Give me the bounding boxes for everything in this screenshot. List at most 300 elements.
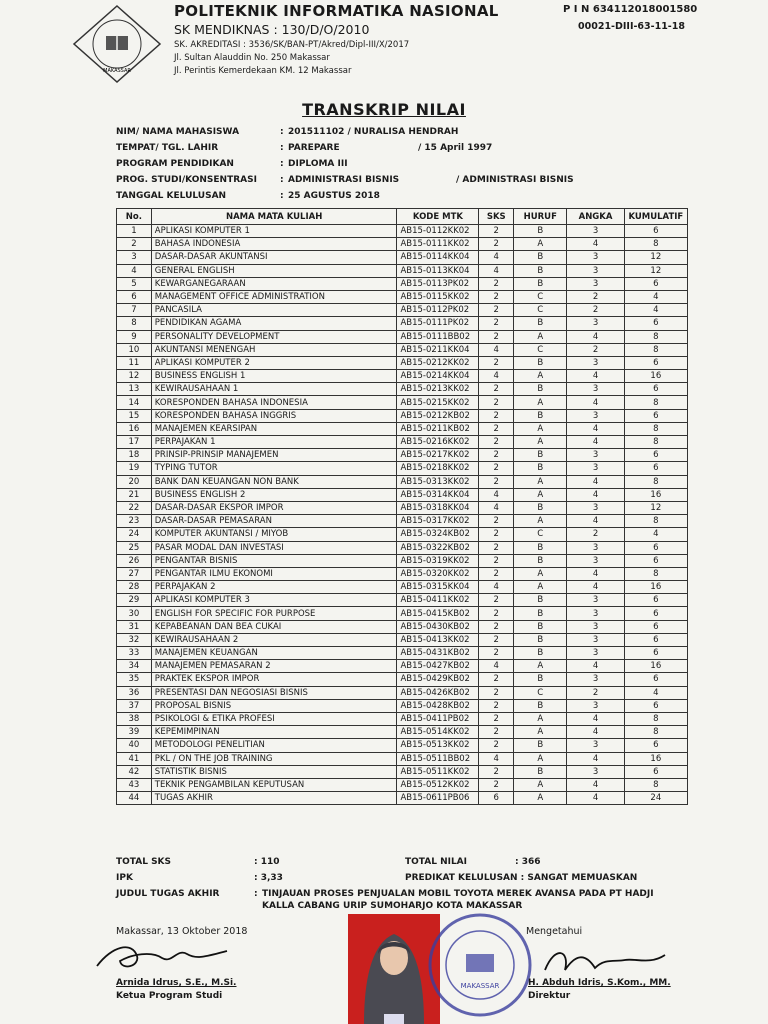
cell-kumulatif: 8: [624, 396, 687, 409]
cell-kumulatif: 6: [624, 356, 687, 369]
info-colon: :: [280, 175, 284, 185]
cell-sks: 2: [479, 712, 514, 725]
cell-nama: AKUNTANSI MENENGAH: [151, 343, 397, 356]
cell-huruf: A: [514, 581, 567, 594]
cell-kode: AB15-0212KK02: [397, 356, 479, 369]
right-signer-role: Direktur: [528, 991, 571, 1001]
cell-kumulatif: 24: [624, 792, 687, 805]
cell-sks: 2: [479, 515, 514, 528]
table-row: [117, 581, 688, 594]
cell-angka: 3: [567, 462, 624, 475]
cell-nama: MANAJEMEN KEUANGAN: [151, 647, 397, 660]
cell-angka: 2: [567, 686, 624, 699]
table-row: [117, 594, 688, 607]
cell-sks: 4: [479, 251, 514, 264]
cell-kumulatif: 12: [624, 251, 687, 264]
cell-nama: PASAR MODAL DAN INVESTASI: [151, 541, 397, 554]
cell-kumulatif: 16: [624, 488, 687, 501]
info-value-konsentrasi: / ADMINISTRASI BISNIS: [456, 175, 574, 185]
cell-kode: AB15-0411KK02: [397, 594, 479, 607]
cell-huruf: A: [514, 712, 567, 725]
cell-nama: DASAR-DASAR EKSPOR IMPOR: [151, 501, 397, 514]
table-header-row: [117, 209, 688, 225]
cell-sks: 4: [479, 581, 514, 594]
cell-kode: AB15-0511BB02: [397, 752, 479, 765]
cell-huruf: C: [514, 343, 567, 356]
cell-huruf: B: [514, 607, 567, 620]
table-row: [117, 330, 688, 343]
table-row: [117, 264, 688, 277]
cell-sks: 4: [479, 343, 514, 356]
cell-sks: 2: [479, 620, 514, 633]
info-colon: :: [280, 127, 284, 137]
cell-angka: 3: [567, 647, 624, 660]
cell-angka: 4: [567, 752, 624, 765]
cell-kode: AB15-0430KB02: [397, 620, 479, 633]
cell-kumulatif: 12: [624, 264, 687, 277]
cell-huruf: A: [514, 330, 567, 343]
cell-sks: 6: [479, 792, 514, 805]
cell-no: 44: [117, 792, 152, 805]
cell-nama: MANAJEMEN KEARSIPAN: [151, 422, 397, 435]
cell-no: 7: [117, 304, 152, 317]
cell-sks: 2: [479, 739, 514, 752]
cell-kode: AB15-0112KK02: [397, 225, 479, 238]
cell-sks: 2: [479, 673, 514, 686]
cell-angka: 3: [567, 699, 624, 712]
cell-no: 2: [117, 238, 152, 251]
cell-kode: AB15-0217KK02: [397, 449, 479, 462]
info-label-ttl: TEMPAT/ TGL. LAHIR: [116, 143, 219, 153]
cell-huruf: A: [514, 238, 567, 251]
pin-number: P I N 634112018001580: [563, 4, 698, 15]
cell-angka: 4: [567, 660, 624, 673]
table-row: [117, 449, 688, 462]
cell-no: 24: [117, 528, 152, 541]
cell-no: 27: [117, 567, 152, 580]
cell-angka: 2: [567, 528, 624, 541]
column-header-nama: NAMA MATA KULIAH: [151, 209, 397, 225]
cell-nama: ENGLISH FOR SPECIFIC FOR PURPOSE: [151, 607, 397, 620]
cell-huruf: B: [514, 620, 567, 633]
cell-huruf: B: [514, 409, 567, 422]
ipk-label: IPK: [116, 873, 133, 883]
cell-kode: AB15-0216KK02: [397, 436, 479, 449]
cell-no: 29: [117, 594, 152, 607]
cell-kode: AB15-0512KK02: [397, 778, 479, 791]
cell-angka: 3: [567, 449, 624, 462]
cell-kode: AB15-0611PB06: [397, 792, 479, 805]
info-value-birthplace: PAREPARE: [288, 143, 340, 153]
cell-angka: 3: [567, 633, 624, 646]
cell-sks: 2: [479, 699, 514, 712]
cell-kode: AB15-0218KK02: [397, 462, 479, 475]
cell-angka: 4: [567, 370, 624, 383]
institution-stamp: [420, 910, 540, 1020]
cell-huruf: A: [514, 778, 567, 791]
info-colon: :: [280, 159, 284, 169]
cell-angka: 3: [567, 317, 624, 330]
cell-kode: AB15-0115KK02: [397, 290, 479, 303]
column-header-no: No.: [117, 209, 152, 225]
document-code: 00021-DIII-63-11-18: [578, 21, 685, 32]
cell-kode: AB15-0431KB02: [397, 647, 479, 660]
document-title: TRANSKRIP NILAI: [302, 100, 466, 119]
cell-kumulatif: 6: [624, 554, 687, 567]
info-value-program: DIPLOMA III: [288, 159, 348, 169]
cell-nama: KOMPUTER AKUNTANSI / MIYOB: [151, 528, 397, 541]
table-row: [117, 726, 688, 739]
cell-nama: BAHASA INDONESIA: [151, 238, 397, 251]
table-row: [117, 686, 688, 699]
cell-sks: 2: [479, 277, 514, 290]
cell-huruf: B: [514, 251, 567, 264]
table-row: [117, 528, 688, 541]
institution-name: POLITEKNIK INFORMATIKA NASIONAL: [174, 2, 499, 20]
cell-sks: 2: [479, 726, 514, 739]
sk-mendiknas: SK MENDIKNAS : 130/D/O/2010: [174, 22, 370, 37]
cell-angka: 4: [567, 726, 624, 739]
cell-kumulatif: 4: [624, 528, 687, 541]
cell-kumulatif: 12: [624, 501, 687, 514]
cell-sks: 2: [479, 238, 514, 251]
info-value-birthdate: / 15 April 1997: [418, 143, 493, 153]
cell-sks: 4: [479, 752, 514, 765]
cell-sks: 2: [479, 290, 514, 303]
cell-kode: AB15-0322KB02: [397, 541, 479, 554]
cell-nama: PENGANTAR ILMU EKONOMI: [151, 567, 397, 580]
cell-huruf: A: [514, 436, 567, 449]
cell-kumulatif: 6: [624, 633, 687, 646]
cell-kumulatif: 4: [624, 686, 687, 699]
table-row: [117, 356, 688, 369]
cell-no: 8: [117, 317, 152, 330]
cell-kumulatif: 6: [624, 607, 687, 620]
cell-nama: DASAR-DASAR AKUNTANSI: [151, 251, 397, 264]
cell-sks: 2: [479, 317, 514, 330]
cell-kumulatif: 4: [624, 290, 687, 303]
cell-no: 32: [117, 633, 152, 646]
cell-kode: AB15-0314KK04: [397, 488, 479, 501]
cell-nama: DASAR-DASAR PEMASARAN: [151, 515, 397, 528]
cell-huruf: B: [514, 462, 567, 475]
cell-nama: PANCASILA: [151, 304, 397, 317]
cell-kode: AB15-0426KB02: [397, 686, 479, 699]
cell-sks: 2: [479, 422, 514, 435]
cell-kumulatif: 6: [624, 647, 687, 660]
cell-angka: 3: [567, 277, 624, 290]
cell-no: 23: [117, 515, 152, 528]
column-header-kode: KODE MTK: [397, 209, 479, 225]
cell-sks: 4: [479, 370, 514, 383]
cell-kumulatif: 8: [624, 343, 687, 356]
cell-no: 5: [117, 277, 152, 290]
cell-no: 6: [117, 290, 152, 303]
cell-kumulatif: 16: [624, 752, 687, 765]
cell-kode: AB15-0318KK04: [397, 501, 479, 514]
cell-huruf: A: [514, 422, 567, 435]
table-row: [117, 343, 688, 356]
cell-no: 12: [117, 370, 152, 383]
cell-kumulatif: 8: [624, 726, 687, 739]
table-row: [117, 409, 688, 422]
cell-sks: 2: [479, 554, 514, 567]
cell-angka: 4: [567, 436, 624, 449]
table-row: [117, 475, 688, 488]
table-row: [117, 383, 688, 396]
table-row: [117, 541, 688, 554]
cell-angka: 3: [567, 607, 624, 620]
cell-kode: AB15-0411PB02: [397, 712, 479, 725]
cell-angka: 3: [567, 356, 624, 369]
cell-no: 26: [117, 554, 152, 567]
cell-huruf: C: [514, 686, 567, 699]
cell-sks: 4: [479, 501, 514, 514]
cell-no: 21: [117, 488, 152, 501]
cell-nama: BUSINESS ENGLISH 1: [151, 370, 397, 383]
cell-sks: 2: [479, 436, 514, 449]
cell-nama: PERSONALITY DEVELOPMENT: [151, 330, 397, 343]
cell-kumulatif: 8: [624, 422, 687, 435]
table-row: [117, 660, 688, 673]
mengetahui-label: Mengetahui: [526, 926, 583, 937]
cell-angka: 4: [567, 475, 624, 488]
judul-line-1: TINJAUAN PROSES PENJUALAN MOBIL TOYOTA MEREK AVANSA PADA PT HADJI: [262, 889, 654, 899]
cell-kumulatif: 16: [624, 660, 687, 673]
column-header-kumulatif: KUMULATIF: [624, 209, 687, 225]
cell-angka: 3: [567, 673, 624, 686]
cell-angka: 3: [567, 264, 624, 277]
cell-angka: 2: [567, 343, 624, 356]
cell-kumulatif: 6: [624, 462, 687, 475]
cell-nama: PERPAJAKAN 1: [151, 436, 397, 449]
cell-sks: 2: [479, 475, 514, 488]
table-row: [117, 436, 688, 449]
cell-sks: 2: [479, 396, 514, 409]
cell-nama: APLIKASI KOMPUTER 1: [151, 225, 397, 238]
cell-kumulatif: 8: [624, 475, 687, 488]
cell-no: 16: [117, 422, 152, 435]
cell-angka: 3: [567, 501, 624, 514]
cell-nama: PKL / ON THE JOB TRAINING: [151, 752, 397, 765]
cell-nama: KORESPONDEN BAHASA INDONESIA: [151, 396, 397, 409]
cell-kumulatif: 8: [624, 778, 687, 791]
cell-sks: 2: [479, 304, 514, 317]
cell-kumulatif: 6: [624, 765, 687, 778]
cell-huruf: A: [514, 752, 567, 765]
cell-no: 39: [117, 726, 152, 739]
table-row: [117, 370, 688, 383]
cell-no: 25: [117, 541, 152, 554]
cell-huruf: B: [514, 699, 567, 712]
cell-sks: 2: [479, 686, 514, 699]
cell-kode: AB15-0317KK02: [397, 515, 479, 528]
cell-no: 40: [117, 739, 152, 752]
cell-kode: AB15-0429KB02: [397, 673, 479, 686]
cell-nama: PRINSIP-PRINSIP MANAJEMEN: [151, 449, 397, 462]
cell-nama: PSIKOLOGI & ETIKA PROFESI: [151, 712, 397, 725]
cell-sks: 2: [479, 765, 514, 778]
cell-nama: PENDIDIKAN AGAMA: [151, 317, 397, 330]
info-label-prodi: PROG. STUDI/KONSENTRASI: [116, 175, 257, 185]
judul-colon: :: [254, 889, 258, 899]
cell-angka: 3: [567, 225, 624, 238]
cell-nama: PERPAJAKAN 2: [151, 581, 397, 594]
cell-angka: 3: [567, 765, 624, 778]
total-sks-value: : 110: [254, 857, 280, 867]
cell-kode: AB15-0212KB02: [397, 409, 479, 422]
table-row: [117, 238, 688, 251]
cell-kode: AB15-0111PK02: [397, 317, 479, 330]
cell-no: 33: [117, 647, 152, 660]
cell-kumulatif: 8: [624, 238, 687, 251]
cell-huruf: B: [514, 554, 567, 567]
cell-huruf: B: [514, 739, 567, 752]
cell-angka: 3: [567, 251, 624, 264]
cell-no: 38: [117, 712, 152, 725]
cell-kode: AB15-0114KK04: [397, 251, 479, 264]
cell-kode: AB15-0215KK02: [397, 396, 479, 409]
grades-table: [116, 208, 688, 805]
cell-angka: 3: [567, 620, 624, 633]
cell-huruf: B: [514, 225, 567, 238]
cell-no: 10: [117, 343, 152, 356]
cell-angka: 4: [567, 238, 624, 251]
cell-kode: AB15-0427KB02: [397, 660, 479, 673]
cell-no: 9: [117, 330, 152, 343]
cell-kode: AB15-0415KB02: [397, 607, 479, 620]
column-header-huruf: HURUF: [514, 209, 567, 225]
cell-huruf: B: [514, 594, 567, 607]
cell-angka: 4: [567, 567, 624, 580]
cell-no: 17: [117, 436, 152, 449]
cell-huruf: B: [514, 277, 567, 290]
cell-sks: 4: [479, 660, 514, 673]
cell-huruf: B: [514, 317, 567, 330]
cell-kumulatif: 8: [624, 712, 687, 725]
cell-angka: 4: [567, 515, 624, 528]
cell-no: 42: [117, 765, 152, 778]
cell-kumulatif: 6: [624, 409, 687, 422]
cell-huruf: A: [514, 792, 567, 805]
cell-nama: TYPING TUTOR: [151, 462, 397, 475]
cell-huruf: B: [514, 264, 567, 277]
cell-no: 28: [117, 581, 152, 594]
cell-sks: 2: [479, 528, 514, 541]
cell-kode: AB15-0511KK02: [397, 765, 479, 778]
cell-kode: AB15-0113KK04: [397, 264, 479, 277]
table-row: [117, 699, 688, 712]
cell-kumulatif: 8: [624, 436, 687, 449]
cell-nama: APLIKASI KOMPUTER 2: [151, 356, 397, 369]
cell-no: 14: [117, 396, 152, 409]
cell-sks: 2: [479, 607, 514, 620]
cell-no: 13: [117, 383, 152, 396]
cell-no: 30: [117, 607, 152, 620]
cell-angka: 2: [567, 290, 624, 303]
cell-no: 22: [117, 501, 152, 514]
table-row: [117, 792, 688, 805]
cell-nama: MANAGEMENT OFFICE ADMINISTRATION: [151, 290, 397, 303]
cell-huruf: A: [514, 726, 567, 739]
cell-nama: KEPEMIMPINAN: [151, 726, 397, 739]
cell-sks: 2: [479, 330, 514, 343]
cell-kumulatif: 6: [624, 673, 687, 686]
cell-kumulatif: 16: [624, 581, 687, 594]
cell-huruf: A: [514, 396, 567, 409]
table-row: [117, 567, 688, 580]
table-row: [117, 673, 688, 686]
info-value-nim: 201511102 / NURALISA HENDRAH: [288, 127, 459, 137]
cell-kode: AB15-0324KB02: [397, 528, 479, 541]
judul-line-2: KALLA CABANG URIP SUMOHARJO KOTA MAKASSAR: [262, 901, 523, 911]
cell-nama: BANK DAN KEUANGAN NON BANK: [151, 475, 397, 488]
cell-nama: PRESENTASI DAN NEGOSIASI BISNIS: [151, 686, 397, 699]
cell-sks: 2: [479, 778, 514, 791]
total-nilai-label: TOTAL NILAI: [405, 857, 467, 867]
cell-no: 36: [117, 686, 152, 699]
table-row: [117, 422, 688, 435]
cell-nama: TUGAS AKHIR: [151, 792, 397, 805]
cell-kode: AB15-0211KK04: [397, 343, 479, 356]
cell-kode: AB15-0213KK02: [397, 383, 479, 396]
info-value-lulus: 25 AGUSTUS 2018: [288, 191, 380, 201]
cell-no: 1: [117, 225, 152, 238]
cell-nama: STATISTIK BISNIS: [151, 765, 397, 778]
cell-huruf: A: [514, 515, 567, 528]
cell-huruf: C: [514, 528, 567, 541]
cell-kumulatif: 8: [624, 567, 687, 580]
cell-nama: METODOLOGI PENELITIAN: [151, 739, 397, 752]
cell-huruf: B: [514, 647, 567, 660]
cell-nama: GENERAL ENGLISH: [151, 264, 397, 277]
signature-left: [92, 936, 232, 976]
cell-huruf: B: [514, 356, 567, 369]
cell-huruf: B: [514, 673, 567, 686]
sk-akreditasi: SK. AKREDITASI : 3536/SK/BAN-PT/Akred/Dipl-III/X/2017: [174, 40, 410, 50]
info-value-prodi: ADMINISTRASI BISNIS: [288, 175, 400, 185]
table-row: [117, 251, 688, 264]
cell-no: 34: [117, 660, 152, 673]
cell-no: 37: [117, 699, 152, 712]
cell-huruf: B: [514, 633, 567, 646]
cell-huruf: B: [514, 765, 567, 778]
cell-angka: 4: [567, 712, 624, 725]
cell-kumulatif: 16: [624, 370, 687, 383]
table-row: [117, 488, 688, 501]
cell-sks: 2: [479, 462, 514, 475]
cell-no: 43: [117, 778, 152, 791]
stamp-city: MAKASSAR: [460, 982, 500, 990]
cell-nama: KORESPONDEN BAHASA INGGRIS: [151, 409, 397, 422]
cell-kumulatif: 6: [624, 277, 687, 290]
cell-kumulatif: 6: [624, 594, 687, 607]
cell-nama: KEPABEANAN DAN BEA CUKAI: [151, 620, 397, 633]
cell-no: 31: [117, 620, 152, 633]
right-signer-name: H. Abduh Idris, S.Kom., MM.: [528, 978, 671, 988]
cell-huruf: A: [514, 660, 567, 673]
cell-no: 41: [117, 752, 152, 765]
cell-kode: AB15-0315KK04: [397, 581, 479, 594]
cell-angka: 4: [567, 396, 624, 409]
cell-sks: 2: [479, 356, 514, 369]
cell-kode: AB15-0113PK02: [397, 277, 479, 290]
cell-kode: AB15-0319KK02: [397, 554, 479, 567]
table-row: [117, 396, 688, 409]
cell-huruf: B: [514, 449, 567, 462]
cell-kumulatif: 6: [624, 383, 687, 396]
cell-angka: 4: [567, 330, 624, 343]
